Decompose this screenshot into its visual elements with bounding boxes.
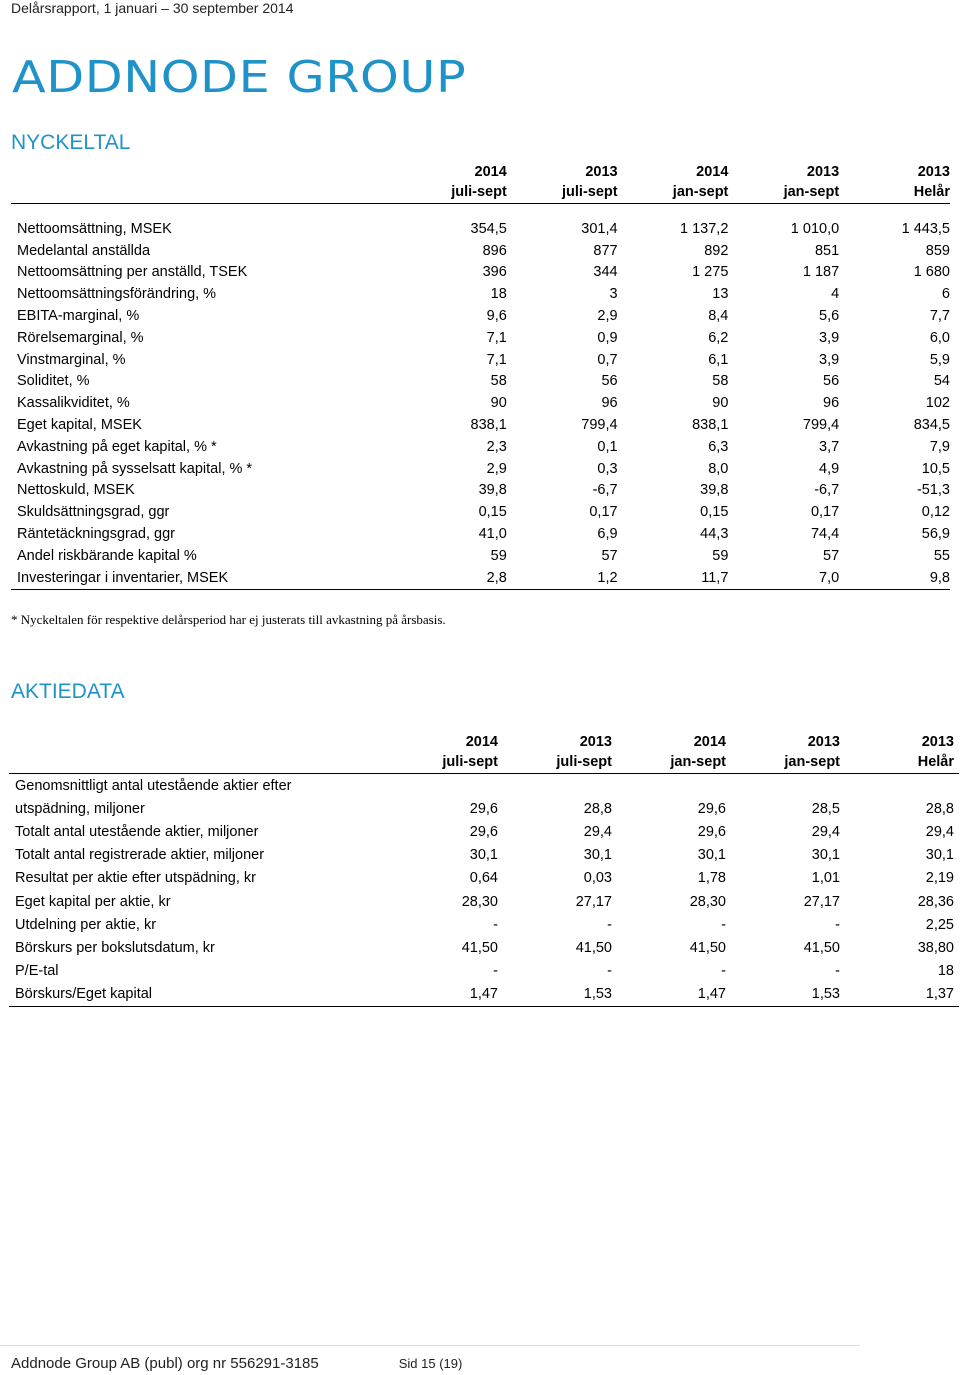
footer-divider <box>0 1345 860 1346</box>
table-row <box>11 414 950 436</box>
row-label: Vinstmarginal, % <box>17 351 126 368</box>
report-header: Delårsrapport, 1 januari – 30 september 2014 <box>11 0 294 16</box>
period-header: jan-sept <box>617 753 731 774</box>
row-value: 0,64 <box>469 870 498 887</box>
table-row <box>9 867 959 890</box>
row-label: P/E-tal <box>15 963 59 980</box>
row-label: Genomsnittligt antal utestående aktier efter <box>15 777 292 794</box>
row-value: 1,2 <box>507 567 618 589</box>
row-label: Andel riskbärande kapital % <box>17 547 197 564</box>
row-value: 28,8 <box>583 800 612 817</box>
row-value: 90 <box>490 395 507 412</box>
footer-page-number: Sid 15 (19) <box>398 1356 463 1371</box>
row-value: 39,8 <box>700 482 729 499</box>
row-value: 7,7 <box>929 308 950 325</box>
row-value: 28,30 <box>689 893 726 910</box>
row-value: 1,47 <box>389 983 503 1007</box>
row-value: -51,3 <box>916 482 950 499</box>
row-value: 5,6 <box>819 308 840 325</box>
table-row <box>9 936 959 959</box>
row-value: 74,4 <box>810 526 840 543</box>
row-value: 18 <box>937 963 954 980</box>
row-value: 859 <box>925 242 950 259</box>
row-value: 8,4 <box>708 308 729 325</box>
row-value: - <box>721 916 726 933</box>
row-value: 1,53 <box>503 983 617 1007</box>
year-header: 2014 <box>474 164 507 180</box>
table-row <box>9 844 959 867</box>
row-value: 30,1 <box>697 847 726 864</box>
year-header: 2014 <box>693 734 726 750</box>
row-value: 29,6 <box>469 800 498 817</box>
row-value: 2,9 <box>486 460 507 477</box>
row-label: Nettoomsättning per anställd, TSEK <box>17 264 248 281</box>
period-header: jan-sept <box>731 753 845 774</box>
company-logo: ADDNODE GROUP <box>12 52 467 103</box>
row-value: 896 <box>482 242 507 259</box>
page-footer <box>11 1355 462 1372</box>
header-empty <box>11 162 396 182</box>
row-value: 2,3 <box>486 438 507 455</box>
row-value: 55 <box>933 547 950 564</box>
period-header: juli-sept <box>389 753 503 774</box>
row-label: EBITA-marginal, % <box>17 308 140 325</box>
row-value: 18 <box>490 286 507 303</box>
row-value: 1 680 <box>913 264 950 281</box>
row-value: 6,0 <box>929 329 950 346</box>
row-value: 7,1 <box>486 351 507 368</box>
row-value <box>617 774 731 798</box>
row-label: Nettoomsättningsförändring, % <box>17 286 217 303</box>
row-value: 6,9 <box>597 526 618 543</box>
table-row <box>11 545 950 567</box>
row-value: 13 <box>712 286 729 303</box>
row-value: 838,1 <box>470 417 507 434</box>
header-empty <box>11 182 396 204</box>
row-value: 1,37 <box>845 983 959 1007</box>
row-value: 9,6 <box>486 308 507 325</box>
row-label: utspädning, miljoner <box>15 800 145 817</box>
row-value: 799,4 <box>581 417 618 434</box>
table-row <box>11 240 950 262</box>
row-value: 396 <box>482 264 507 281</box>
row-value: 4,9 <box>819 460 840 477</box>
row-value: 2,25 <box>925 916 954 933</box>
row-value: 2,9 <box>597 308 618 325</box>
nyckeltal-footnote: * Nyckeltalen för respektive delårsperiod har ej justerats till avkastning på årsbasis. <box>11 612 446 627</box>
row-label: Investeringar i inventarier, MSEK <box>11 567 396 589</box>
row-value: 56,9 <box>921 526 950 543</box>
row-value: 1,01 <box>811 870 840 887</box>
row-value: 41,50 <box>575 939 612 956</box>
row-label: Utdelning per aktie, kr <box>15 916 157 933</box>
row-value: 90 <box>712 395 729 412</box>
row-value: 44,3 <box>700 526 729 543</box>
nyckeltal-period-row <box>11 182 950 204</box>
row-value: 41,50 <box>461 939 498 956</box>
row-value: 38,80 <box>917 939 954 956</box>
table-row <box>11 501 950 523</box>
nyckeltal-title: NYCKELTAL <box>11 131 131 154</box>
row-value: 6,1 <box>708 351 729 368</box>
period-header: Helår <box>839 182 950 204</box>
table-row <box>11 218 950 240</box>
row-value: 0,03 <box>583 870 612 887</box>
row-value: 29,6 <box>469 823 498 840</box>
header-empty <box>9 733 389 753</box>
row-value: 57 <box>601 547 618 564</box>
row-value: 0,15 <box>478 504 507 521</box>
row-value: 344 <box>593 264 618 281</box>
row-value: 7,1 <box>486 329 507 346</box>
row-label: Eget kapital, MSEK <box>17 417 142 434</box>
row-value: 0,3 <box>597 460 618 477</box>
table-row <box>11 567 950 589</box>
row-value: 3,9 <box>819 351 840 368</box>
row-label: Rörelsemarginal, % <box>17 329 144 346</box>
row-value: 41,0 <box>478 526 507 543</box>
row-value: 58 <box>490 373 507 390</box>
row-value: 7,0 <box>728 567 839 589</box>
period-header: juli-sept <box>396 182 507 204</box>
period-header: jan-sept <box>728 182 839 204</box>
row-value: 29,4 <box>583 823 612 840</box>
row-value: 27,17 <box>803 893 840 910</box>
row-value: 54 <box>933 373 950 390</box>
row-value: 96 <box>823 395 840 412</box>
row-value <box>845 774 959 798</box>
row-value: 4 <box>831 286 840 303</box>
row-value: 6 <box>941 286 950 303</box>
row-label: Eget kapital per aktie, kr <box>15 893 171 910</box>
row-value: 354,5 <box>470 220 507 237</box>
row-value <box>389 774 503 798</box>
year-header: 2014 <box>465 734 498 750</box>
row-value: 58 <box>712 373 729 390</box>
row-value: 1 443,5 <box>901 220 950 237</box>
aktiedata-table <box>9 733 959 1007</box>
period-header: jan-sept <box>618 182 729 204</box>
row-value: 301,4 <box>581 220 618 237</box>
row-value: 8,0 <box>708 460 729 477</box>
row-value: 0,17 <box>589 504 618 521</box>
row-label: Avkastning på sysselsatt kapital, % * <box>17 460 253 477</box>
table-row <box>11 436 950 458</box>
row-label: Börskurs per bokslutsdatum, kr <box>15 939 215 956</box>
table-row <box>11 349 950 371</box>
nyckeltal-body <box>11 218 950 589</box>
table-row <box>11 305 950 327</box>
row-value: 102 <box>925 395 950 412</box>
table-row <box>9 913 959 936</box>
row-value: 57 <box>823 547 840 564</box>
row-value: 5,9 <box>929 351 950 368</box>
row-value: 28,8 <box>925 800 954 817</box>
row-label: Resultat per aktie efter utspädning, kr <box>15 870 256 887</box>
row-value: 28,36 <box>917 893 954 910</box>
table-row <box>11 392 950 414</box>
year-header: 2013 <box>917 164 950 180</box>
row-value: - <box>493 963 498 980</box>
row-value: 1 275 <box>692 264 729 281</box>
row-value: 1,47 <box>617 983 731 1007</box>
aktiedata-period-row <box>9 753 959 774</box>
row-value: -6,7 <box>592 482 618 499</box>
row-value: 1 010,0 <box>790 220 840 237</box>
row-label: Totalt antal utestående aktier, miljoner <box>15 823 259 840</box>
row-value: 6,3 <box>708 438 729 455</box>
row-value: 27,17 <box>575 893 612 910</box>
table-row <box>9 774 959 798</box>
row-value: 1 187 <box>802 264 840 281</box>
row-value: 10,5 <box>921 460 950 477</box>
row-value: 30,1 <box>925 847 954 864</box>
row-value: 56 <box>601 373 618 390</box>
aktiedata-body <box>9 774 959 1007</box>
row-value: 3,7 <box>819 438 840 455</box>
row-value: 29,6 <box>697 823 726 840</box>
row-value: 834,5 <box>913 417 950 434</box>
row-value: 59 <box>490 547 507 564</box>
nyckeltal-year-row <box>11 162 950 182</box>
row-value: 28,5 <box>811 800 840 817</box>
row-value: 56 <box>823 373 840 390</box>
row-value: 29,6 <box>697 800 726 817</box>
row-value: 59 <box>712 547 729 564</box>
row-value: 6,2 <box>708 329 729 346</box>
period-header: juli-sept <box>507 182 618 204</box>
row-value: 1,78 <box>697 870 726 887</box>
row-value: 2,19 <box>925 870 954 887</box>
row-value: 1 137,2 <box>680 220 729 237</box>
row-value: 838,1 <box>692 417 729 434</box>
nyckeltal-table <box>11 162 950 590</box>
period-header: Helår <box>845 753 959 774</box>
footer-company: Addnode Group AB (publ) org nr 556291-3185 <box>11 1355 319 1372</box>
row-value: 0,15 <box>700 504 729 521</box>
table-row <box>9 960 959 983</box>
aktiedata-title: AKTIEDATA <box>11 680 125 703</box>
row-label: Medelantal anställda <box>17 242 151 259</box>
row-value: 7,9 <box>929 438 950 455</box>
row-label: Totalt antal registrerade aktier, miljoner <box>15 847 265 864</box>
table-row <box>11 283 950 305</box>
year-header: 2013 <box>585 164 618 180</box>
row-value: - <box>607 963 612 980</box>
row-value: 41,50 <box>803 939 840 956</box>
row-value: 39,8 <box>478 482 507 499</box>
period-header: juli-sept <box>503 753 617 774</box>
row-value: 29,4 <box>925 823 954 840</box>
table-row <box>11 327 950 349</box>
table-row <box>11 371 950 393</box>
row-value: 0,17 <box>810 504 840 521</box>
row-value: 30,1 <box>811 847 840 864</box>
year-header: 2013 <box>579 734 612 750</box>
row-value: 0,7 <box>597 351 618 368</box>
row-label: Räntetäckningsgrad, ggr <box>17 526 175 543</box>
row-value: - <box>835 963 840 980</box>
row-label: Skuldsättningsgrad, ggr <box>17 504 170 521</box>
table-row <box>9 890 959 913</box>
year-header: 2013 <box>806 164 840 180</box>
row-value: 96 <box>601 395 618 412</box>
row-value: 2,8 <box>396 567 507 589</box>
year-header: 2013 <box>921 734 954 750</box>
row-value: - <box>721 963 726 980</box>
row-value: - <box>607 916 612 933</box>
row-value: 1,53 <box>731 983 845 1007</box>
row-value: 9,8 <box>839 567 950 589</box>
row-value: 30,1 <box>469 847 498 864</box>
table-row <box>11 262 950 284</box>
row-value: 41,50 <box>689 939 726 956</box>
row-value: 0,1 <box>597 438 618 455</box>
table-row <box>9 983 959 1007</box>
year-header: 2013 <box>807 734 840 750</box>
row-label: Kassalikviditet, % <box>17 395 130 412</box>
aktiedata-year-row <box>9 733 959 753</box>
row-value <box>503 774 617 798</box>
row-label: Nettoskuld, MSEK <box>17 482 135 499</box>
table-row <box>9 797 959 820</box>
table-row <box>11 480 950 502</box>
row-value: 892 <box>704 242 729 259</box>
row-value: 0,12 <box>921 504 950 521</box>
row-value: 11,7 <box>618 567 729 589</box>
row-value: - <box>835 916 840 933</box>
table-row <box>11 523 950 545</box>
row-value: 29,4 <box>811 823 840 840</box>
row-value: 28,30 <box>461 893 498 910</box>
row-value: 799,4 <box>802 417 840 434</box>
header-empty <box>9 753 389 774</box>
row-value: 877 <box>593 242 618 259</box>
row-label: Nettoomsättning, MSEK <box>17 220 172 237</box>
row-value: 3,9 <box>819 329 840 346</box>
row-value <box>731 774 845 798</box>
table-row <box>11 458 950 480</box>
row-value: - <box>493 916 498 933</box>
table-row <box>9 820 959 843</box>
row-label: Avkastning på eget kapital, % * <box>17 438 217 455</box>
row-value: -6,7 <box>814 482 840 499</box>
row-value: 3 <box>609 286 618 303</box>
row-label: Soliditet, % <box>17 373 90 390</box>
row-value: 30,1 <box>583 847 612 864</box>
row-value: 851 <box>814 242 840 259</box>
row-value: 0,9 <box>597 329 618 346</box>
row-label: Börskurs/Eget kapital <box>9 983 389 1007</box>
year-header: 2014 <box>696 164 729 180</box>
